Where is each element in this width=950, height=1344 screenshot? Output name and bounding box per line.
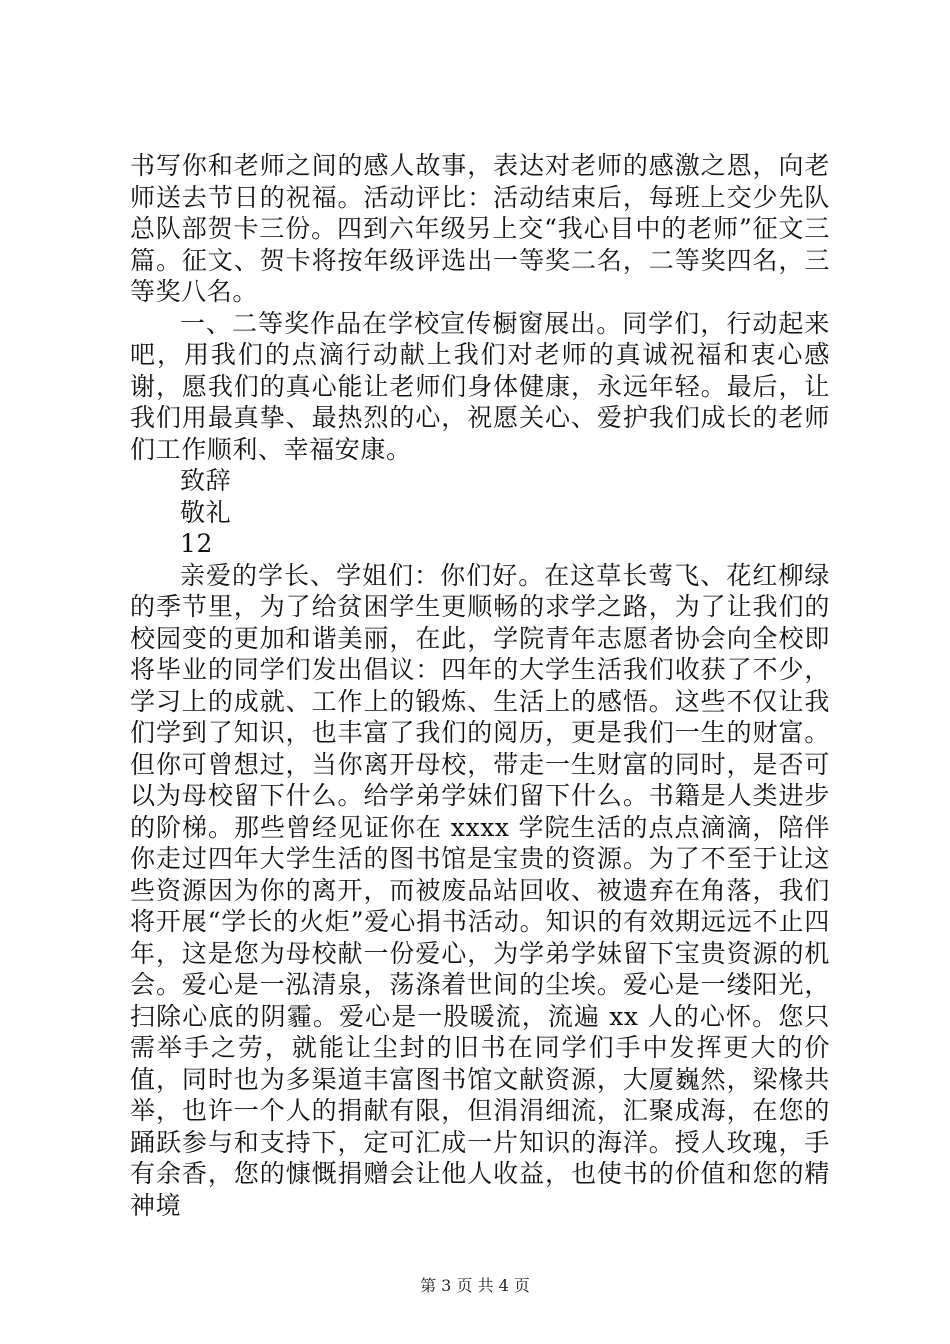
paragraph-continuation: 书写你和老师之间的感人故事，表达对老师的感激之恩，向老师送去节日的祝福。活动评比：活动结束后，每班上交少先队总队部贺卡三份。四到六年级另上交“我心目中的老师”征文三篇。征文、贺卡将按年级评选出一等奖二名，二等奖四名，三等奖八名。 bbox=[130, 151, 830, 306]
paragraph-book-donation: 亲爱的学长、学姐们：你们好。在这草长莺飞、花红柳绿的季节里，为了给贫困学生更顺畅的求学之路，为了让我们的校园变的更加和谐美丽，在此，学院青年志愿者协会向全校即将毕业的同学们发出倡议：四年的大学生活我们收获了不少，学习上的成就、工作上的锻炼、生活上的感悟。这些不仅让我们学到了知识，也丰富了我们的阅历，更是我们一生的财富。但你可曾想过，当你离开母校，带走一生财富的同时，是否可以为母校留下什么。给学弟学妹们留下什么。书籍是人类进步的阶梯。那些曾经见证你在 xxxx 学院生活的点点滴滴，陪伴你走过四年大学生活的图书馆是宝贵的资源。为了不至于让这些资源因为你的离开，而被废品站回收、被遗弃在角落，我们将开展“学长的火炬”爱心捐书活动。知识的有效期远远不止四年，这是您为母校献一份爱心，为学弟学妹留下宝贵资源的机会。爱心是一泓清泉，荡涤着世间的尘埃。爱心是一缕阳光，扫除心底的阴霾。爱心是一股暖流，流遍 xx 人的心怀。您只需举手之劳，就能让尘封的旧书在同学们手中发挥更大的价值，同时也为多渠道丰富图书馆文献资源，大厦巍然，梁椽共举，也许一个人的捐献有限，但涓涓细流，汇聚成海，在您的踊跃参与和支持下，定可汇成一片知识的海洋。授人玫瑰，手有余香，您的慷慨捐赠会让他人收益，也使书的价值和您的精神境 bbox=[130, 560, 830, 1220]
section-number: 12 bbox=[180, 529, 214, 558]
paragraph-awards: 一、二等奖作品在学校宣传橱窗展出。同学们，行动起来吧，用我们的点滴行动献上我们对老师的真诚祝福和衷心感谢，愿我们的真心能让老师们身体健康，永远年轻。最后，让我们用最真挚、最热烈的心，祝愿关心、爱护我们成长的老师们工作顺利、幸福安康。 bbox=[130, 308, 830, 464]
closing-line-jingli: 敬礼 bbox=[180, 497, 232, 527]
document-body bbox=[130, 150, 830, 1221]
page-footer: 第 3 页 共 4 页 bbox=[420, 1276, 530, 1295]
closing-line-zhici: 致辞 bbox=[180, 466, 232, 495]
